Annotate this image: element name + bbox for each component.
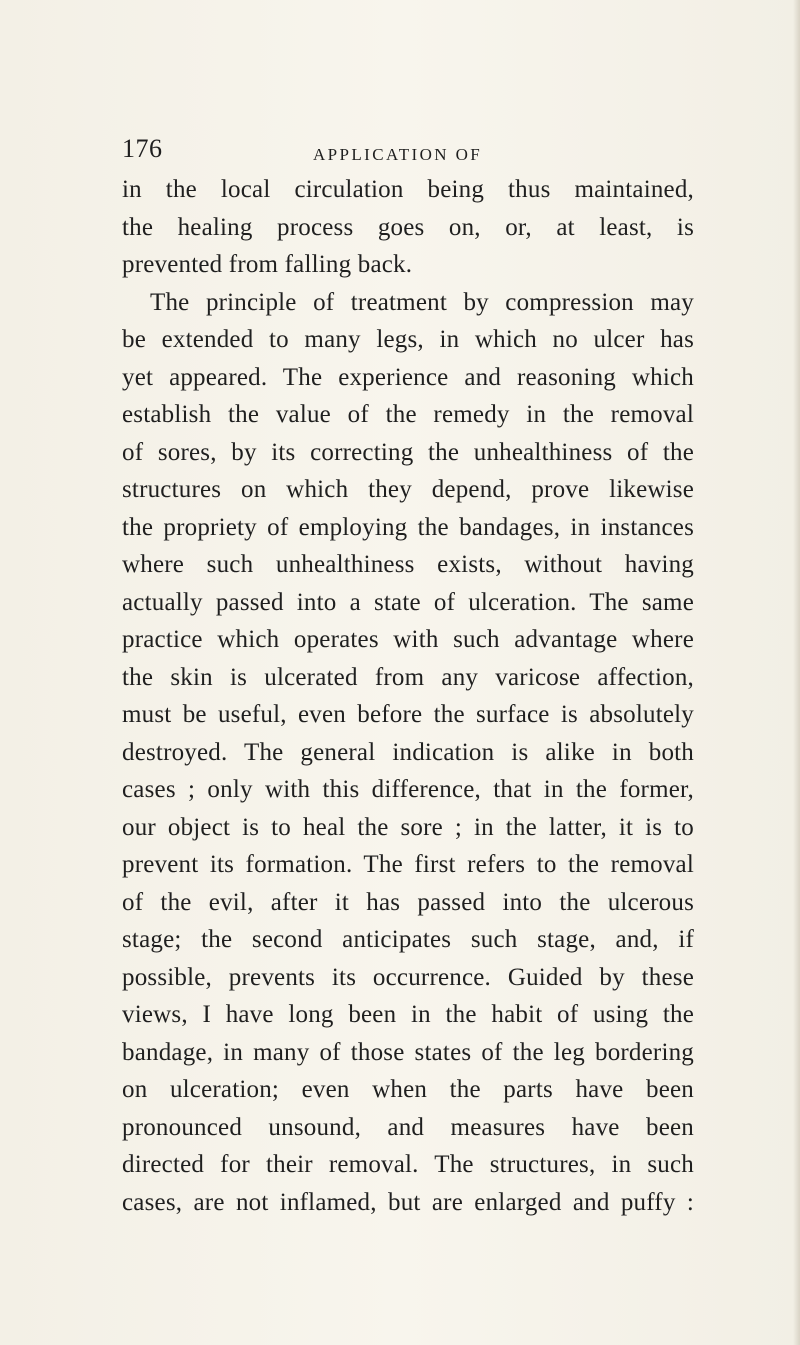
text-line: our object is to heal the sore ; in the latter, it is to [122,813,694,841]
text-line: practice which operates with such advantage where [122,626,694,653]
page-header [122,136,682,176]
text-line: establish the value of the remedy in the removal [122,401,694,428]
running-head: APPLICATION OF [313,145,483,164]
text-line: destroyed. The general indication is alike in both [122,738,694,766]
paragraph-first-line: The principle of treatment by compression may [150,288,694,316]
text-line: stage; the second anticipates such stage, and, if [122,926,694,953]
text-line: on ulceration; even when the parts have been [122,1076,694,1103]
text-line: cases, are not inflamed, but are enlarged and puffy : [122,1188,694,1216]
text-line: bandage, in many of those states of the leg bordering [122,1038,694,1066]
text-line: structures on which they depend, prove likewise [122,476,694,503]
text-line: the propriety of employing the bandages, in instances [122,513,694,541]
text-line: views, I have long been in the habit of using the [122,1001,694,1028]
text-line: prevent its formation. The first refers to the removal [122,851,694,878]
text-line: must be useful, even before the surface is absolutely [122,701,694,728]
text-line: prevented from falling back. [122,251,413,278]
body-text [122,171,694,1221]
page-number: 176 [122,134,163,163]
text-line: pronounced unsound, and measures have been [122,1113,694,1141]
text-line: yet appeared. The experience and reasoning which [122,363,694,391]
text-line: of the evil, after it has passed into the ulcerous [122,888,694,916]
text-line: cases ; only with this difference, that in the former, [122,776,694,803]
text-line: the skin is ulcerated from any varicose affection, [122,663,694,691]
text-line: possible, prevents its occurrence. Guided by these [122,963,694,991]
text-line: actually passed into a state of ulceration. The same [122,588,694,616]
text-line: directed for their removal. The structures, in such [122,1151,694,1178]
text-line: be extended to many legs, in which no ulcer has [122,326,694,353]
text-line: in the local circulation being thus maintained, [122,176,694,203]
text-line: where such unhealthiness exists, without having [122,551,694,578]
page-edge-shadow [793,0,800,1345]
text-line: of sores, by its correcting the unhealthiness of the [122,438,694,466]
text-line: the healing process goes on, or, at least, is [122,213,694,241]
